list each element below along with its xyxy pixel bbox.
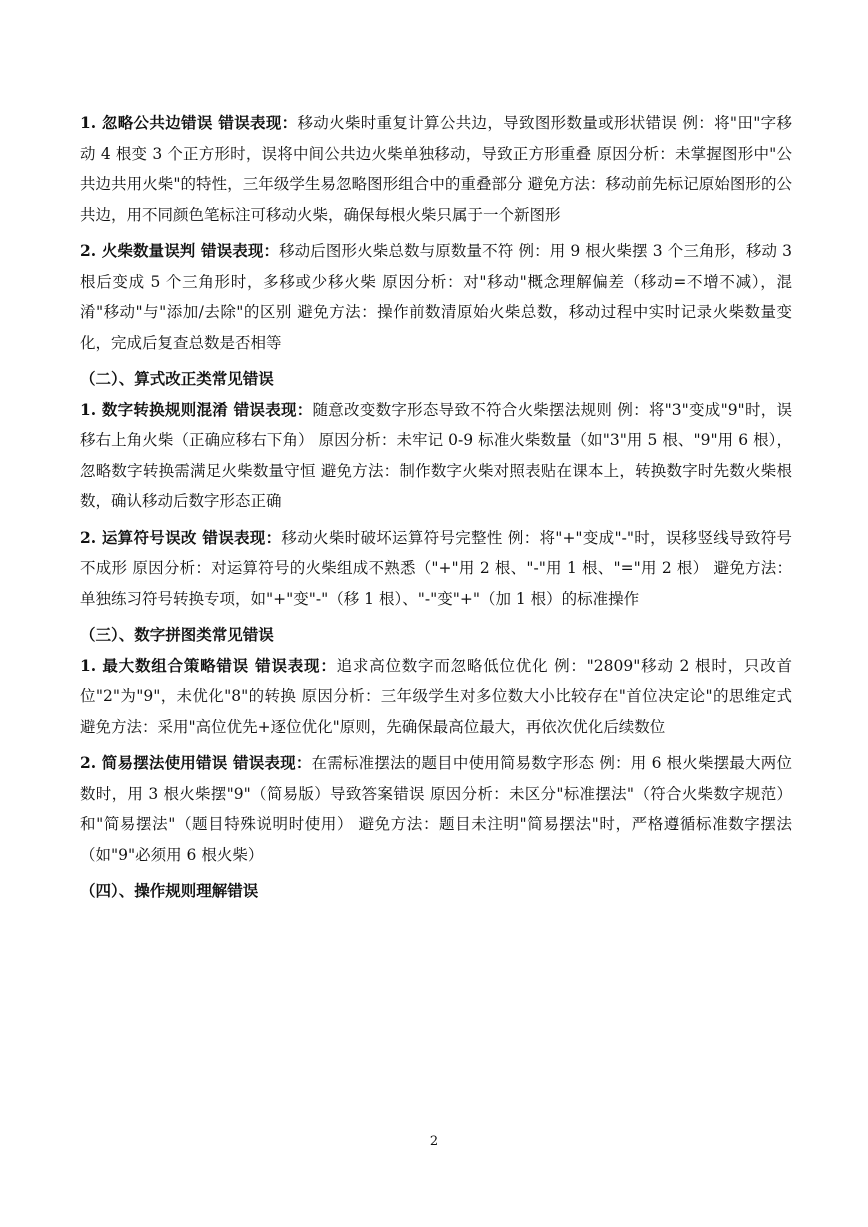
page-number: 2: [429, 1134, 439, 1149]
paragraph-4: [80, 523, 792, 615]
paragraph-text: 追求高位数字而忽略低位优化 例："2809"移动 2 根时，只改首位"2"为"9"，未优化"8"的转换 原因分析：三年级学生对多位数大小比较存在"首位决定论"的思维定式 避免方法：采用"高位优先+逐位优化"原则，先确保最高位最大，再依次优化后续数位: [80, 656, 792, 736]
paragraph-6: [80, 748, 792, 870]
paragraph-text: 移动火柴时破坏运算符号完整性 例：将"+"变成"-"时，误移竖线导致符号不成形 原因分析：对运算符号的火柴组成不熟悉（"+"用 2 根、"-"用 1 根、"="用 2 根） 避免方法：单独练习符号转换专项，如"+"变"-"（移 1 根）、"-"变"+"（加 1 根）的标准操作: [80, 528, 792, 608]
paragraph-lead: 2. 火柴数量误判 错误表现：: [80, 241, 280, 260]
document-body: [80, 108, 792, 907]
paragraph-lead: 2. 简易摆法使用错误 错误表现：: [80, 753, 312, 772]
paragraph-lead: 1. 最大数组合策略错误 错误表现：: [80, 655, 337, 675]
paragraph-lead: 1. 数字转换规则混淆 错误表现：: [80, 399, 313, 419]
paragraph-text: 随意改变数字形态导致不符合火柴摆法规则 例：将"3"变成"9"时，误移右上角火柴（正确应移右下角） 原因分析：未牢记 0-9 标准火柴数量（如"3"用 5 根、"9"用 6 根），忽略数字转换需满足火柴数量守恒 避免方法：制作数字火柴对照表贴在课本上，转换数字时先数火柴根数，确认移动后数字形态正确: [80, 400, 792, 510]
paragraph-1: [80, 108, 792, 230]
paragraph-2: [80, 236, 792, 358]
section-heading-2: （二）、算式改正类常见错误: [80, 369, 274, 388]
paragraph-5: [80, 651, 792, 743]
paragraph-3: [80, 395, 792, 517]
section-heading-4: （四）、操作规则理解错误: [80, 881, 259, 900]
paragraph-lead: 2. 运算符号误改 错误表现：: [80, 527, 282, 547]
paragraph-text: 移动后图形火柴总数与原数量不符 例：用 9 根火柴摆 3 个三角形，移动 3 根后变成 5 个三角形时，多移或少移火柴 原因分析：对"移动"概念理解偏差（移动=不增不减），混淆"移动"与"添加/去除"的区别 避免方法：操作前数清原始火柴总数，移动过程中实时记录火柴数量变化，完成后复查总数是否相等: [80, 242, 792, 352]
paragraph-lead: 1. 忽略公共边错误 错误表现：: [80, 113, 298, 132]
section-heading-3: （三）、数字拼图类常见错误: [80, 625, 274, 644]
paragraph-text: 移动火柴时重复计算公共边，导致图形数量或形状错误 例：将"田"字移动 4 根变 3 个正方形时，误将中间公共边火柴单独移动，导致正方形重叠 原因分析：未掌握图形中"公共边共用火柴"的特性，三年级学生易忽略图形组合中的重叠部分 避免方法：移动前先标记原始图形的公共边，用不同颜色笔标注可移动火柴，确保每根火柴只属于一个新图形: [80, 114, 792, 224]
paragraph-text: 在需标准摆法的题目中使用简易数字形态 例：用 6 根火柴摆最大两位数时，用 3 根火柴摆"9"（简易版）导致答案错误 原因分析：未区分"标准摆法"（符合火柴数字规范）和"简易摆法"（题目特殊说明时使用） 避免方法：题目未注明"简易摆法"时，严格遵循标准数字摆法（如"9"必须用 6 根火柴）: [80, 754, 792, 864]
